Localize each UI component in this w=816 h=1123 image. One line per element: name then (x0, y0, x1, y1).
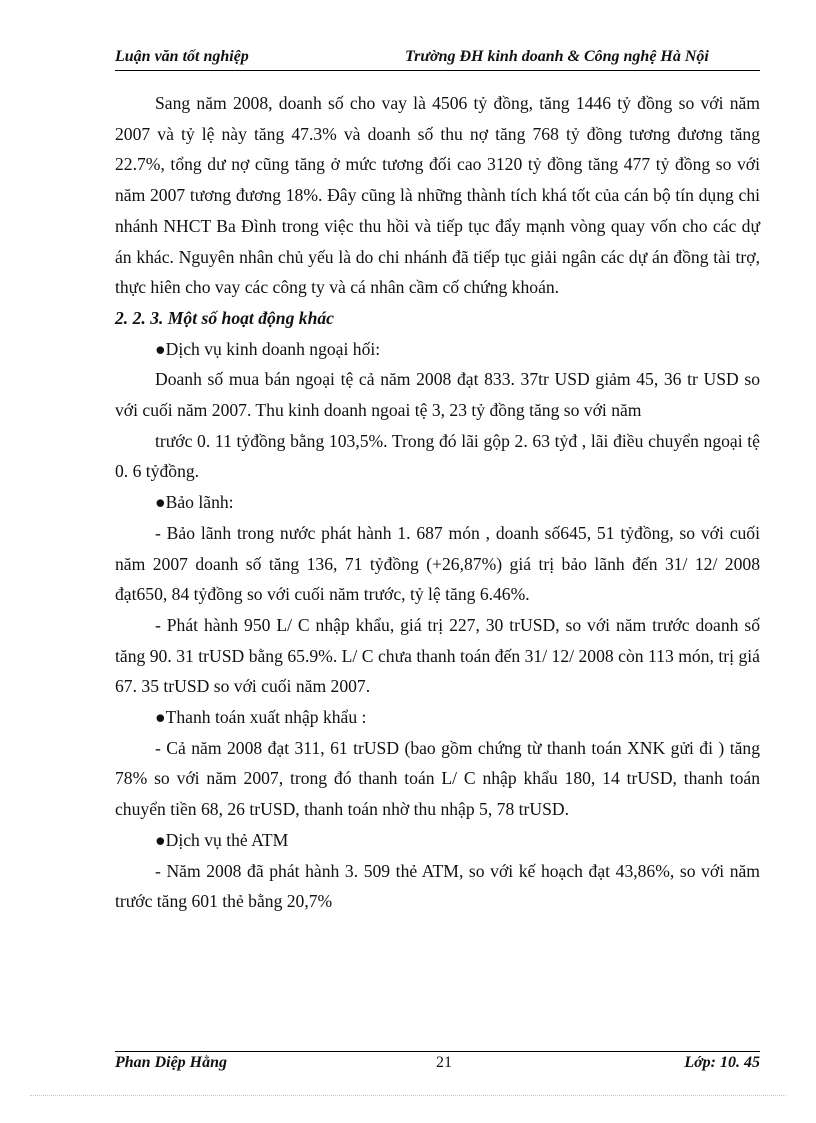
paragraph-forex-profit: trước 0. 11 tỷđồng bằng 103,5%. Trong đó lãi gộp 2. 63 tỷđ , lãi điều chuyển ngoại tệ 0. 6 tỷđồng. (115, 430, 760, 482)
page-header (115, 48, 760, 71)
footer-class: Lớp: 10. 45 (684, 1054, 760, 1071)
section-heading: 2. 2. 3. Một số hoạt động khác (115, 307, 334, 328)
paragraph-import-export: - Cả năm 2008 đạt 311, 61 trUSD (bao gồm chứng từ thanh toán XNK gửi đi ) tăng 78% so với năm 2007, trong đó thanh toán L/ C nhập khẩu 180, 14 trUSD, thanh toán chuyển tiền 68, 26 trUSD, thanh toán nhờ thu nhập 5, 78 trUSD. (115, 737, 760, 820)
paragraph-loan-summary: Sang năm 2008, doanh số cho vay là 4506 tỷ đồng, tăng 1446 tỷ đồng so với năm 2007 và tỷ lệ này tăng 47.3% và doanh số thu nợ tăng 768 tỷ đồng tương đương tăng 22.7%, tổng dư nợ cũng tăng ở mức tương đối cao 3120 tỷ đồng tăng 477 tỷ đồng so với năm 2007 tương đương 18%. Đây cũng là những thành tích khá tốt của cán bộ tín dụng chi nhánh NHCT Ba Đình trong việc thu hồi và tiếp tục đẩy mạnh vòng quay vốn cho các dự án khác. Nguyên nhân chủ yếu là do chi nhánh đã tiếp tục giải ngân các dự án đồng tài trợ, thực hiên cho vay các công ty và cá nhân cầm cố chứng khoán. (115, 93, 760, 298)
bullet-import-export: ●Thanh toán xuất nhập khẩu : (155, 707, 367, 728)
document-body (115, 88, 760, 917)
footer-author: Phan Diệp Hằng (115, 1054, 228, 1071)
bullet-forex: ●Dịch vụ kinh doanh ngoại hối: (155, 338, 381, 359)
paragraph-domestic-guarantee: - Bảo lãnh trong nước phát hành 1. 687 món , doanh số645, 51 tỷđồng, so với cuối năm 2007 doanh số tăng 136, 71 tỷđồng (+26,87%) giá trị bảo lãnh đến 31/ 12/ 2008 đạt650, 84 tỷđồng so với cuối năm trước, tỷ lệ tăng 6.46%. (115, 522, 760, 605)
page-edge-divider (30, 1095, 786, 1096)
header-university-name: Trường ĐH kinh doanh & Công nghệ Hà Nội (405, 48, 709, 65)
bullet-guarantee: ●Bảo lãnh: (155, 492, 234, 513)
bullet-atm: ●Dịch vụ thẻ ATM (155, 829, 289, 850)
footer-divider (115, 1051, 760, 1052)
page-number: 21 (436, 1054, 452, 1071)
paragraph-forex-sales: Doanh số mua bán ngoại tệ cả năm 2008 đạt 833. 37tr USD giảm 45, 36 tr USD so với cuối năm 2007. Thu kinh doanh ngoai tệ 3, 23 tỷ đồng tăng so với năm (115, 369, 760, 421)
paragraph-lc-import: - Phát hành 950 L/ C nhập khẩu, giá trị 227, 30 trUSD, so với năm trước doanh số tăng 90. 31 trUSD bằng 65.9%. L/ C chưa thanh toán đến 31/ 12/ 2008 còn 113 món, trị giá 67. 35 trUSD so với cuối năm 2007. (115, 614, 760, 697)
header-thesis-label: Luận văn tốt nghiệp (115, 48, 249, 65)
paragraph-atm: - Năm 2008 đã phát hành 3. 509 thẻ ATM, so với kế hoạch đạt 43,86%, so với năm trước tăng 601 thẻ bằng 20,7% (115, 860, 760, 912)
